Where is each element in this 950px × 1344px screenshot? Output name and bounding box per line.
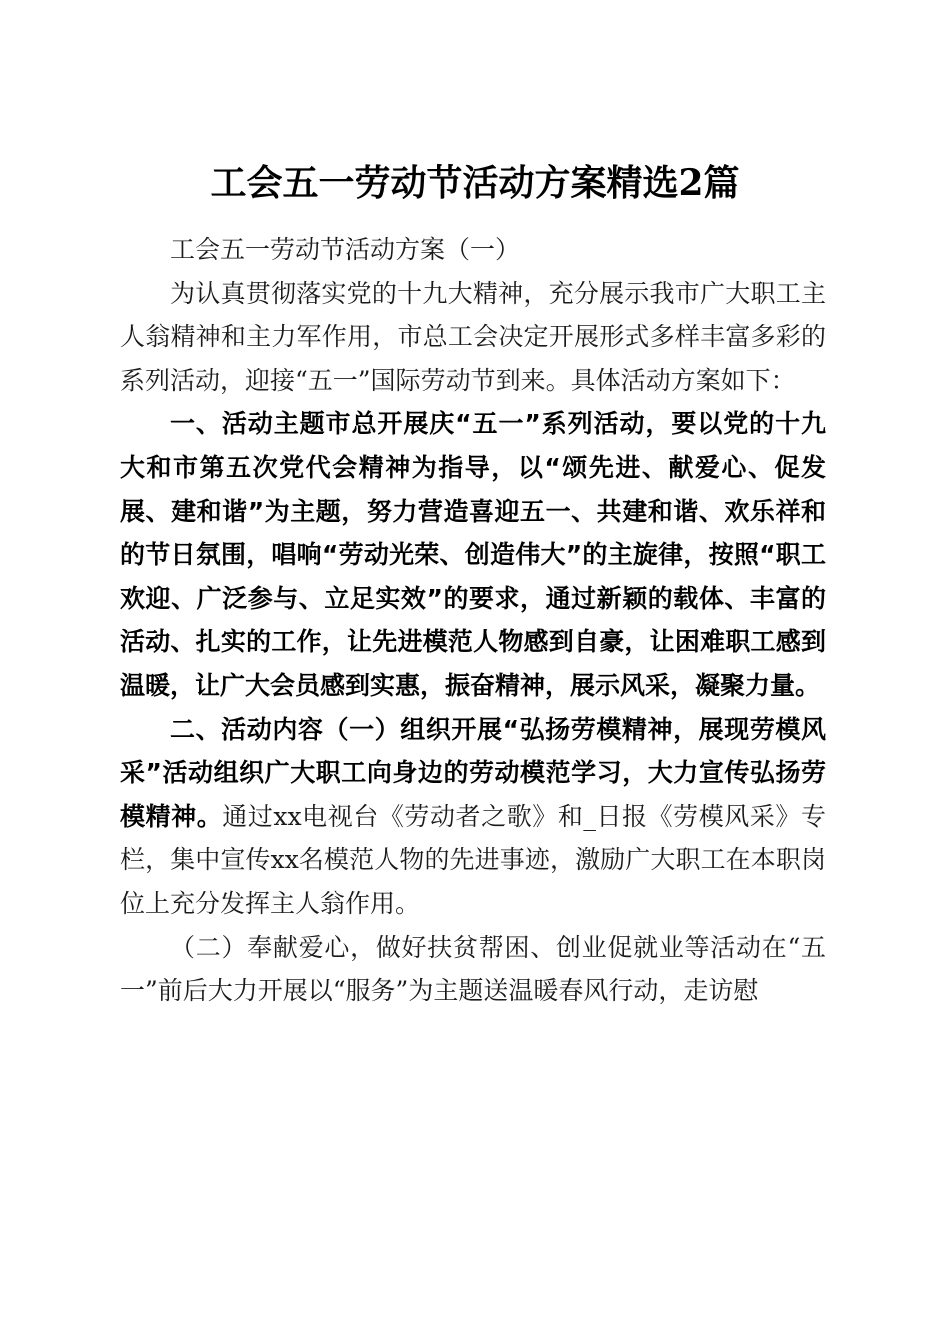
section-content-paragraph [120, 708, 826, 926]
document-title: 工会五一劳动节活动方案精选2篇 [210, 162, 740, 205]
section-content-heading: 二、活动内容（一）组织开展“弘扬劳模精神，展现劳模风采”活动组织广大职工向身边的劳动模范学习，大力宣传弘扬劳模精神。 [120, 714, 826, 831]
section-content-body: 通过xx电视台《劳动者之歌》和_日报《劳模风采》专栏，集中宣传xx名模范人物的先进事迹，激励广大职工在本职岗位上充分发挥主人翁作用。 [120, 801, 826, 918]
section-charity-paragraph: （二）奉献爱心，做好扶贫帮困、创业促就业等活动在“五一”前后大力开展以“服务”为主题送温暖春风行动，走访慰 [120, 932, 826, 1006]
intro-paragraph: 为认真贯彻落实党的十九大精神，充分展示我市广大职工主人翁精神和主力军作用，市总工会决定开展形式多样丰富多彩的系列活动，迎接“五一”国际劳动节到来。具体活动方案如下： [120, 278, 826, 395]
section-theme-paragraph: 一、活动主题市总开展庆“五一”系列活动，要以党的十九大和市第五次党代会精神为指导，以“颂先进、献爱心、促发展、建和谐”为主题，努力营造喜迎五一、共建和谐、欢乐祥和的节日氛围，唱响“劳动光荣、创造伟大”的主旋律，按照“职工欢迎、广泛参与、立足实效”的要求，通过新颖的载体、丰富的活动、扎实的工作，让先进模范人物感到自豪，让困难职工感到温暖，让广大会员感到实惠，振奋精神，展示风采，凝聚力量。 [120, 409, 826, 700]
document-body [120, 228, 826, 1013]
document-subtitle: 工会五一劳动节活动方案（一） [170, 235, 521, 264]
